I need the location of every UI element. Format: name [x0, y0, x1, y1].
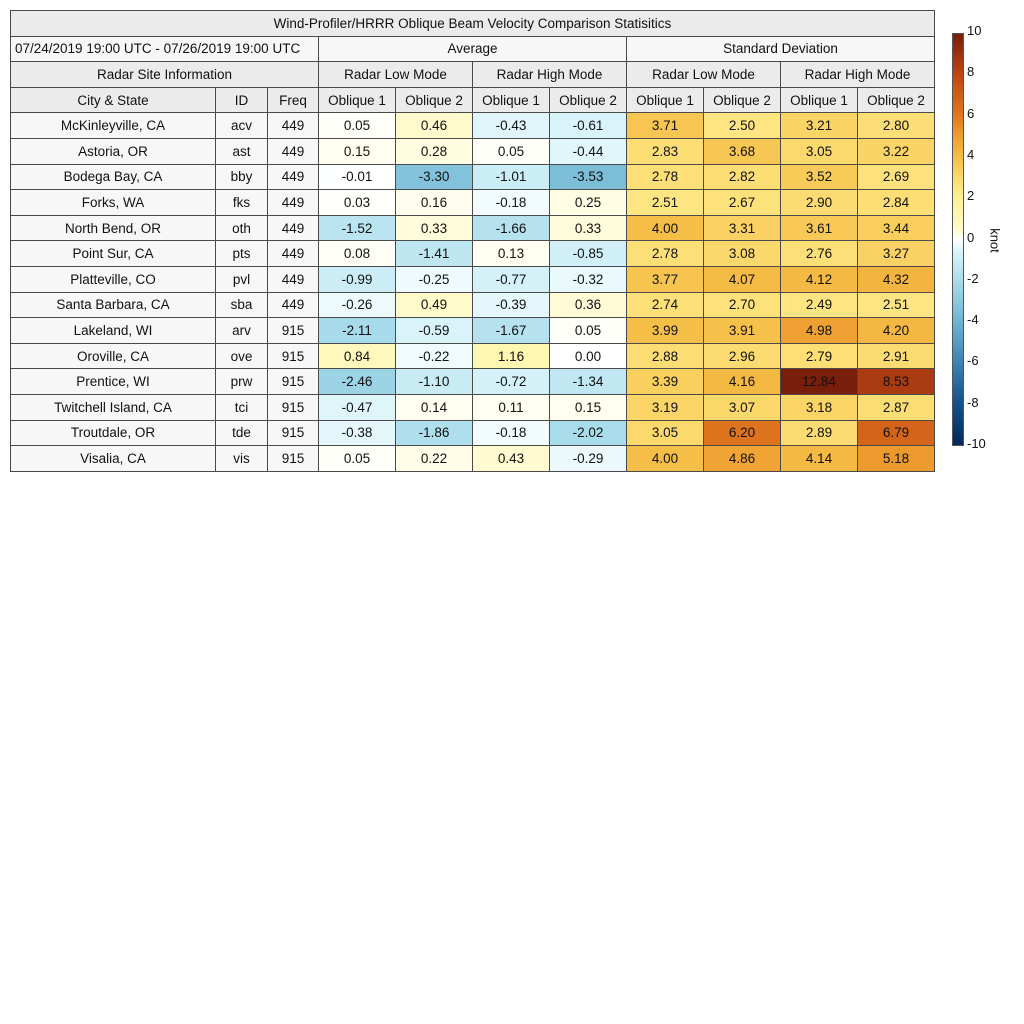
- value-cell: -1.67: [473, 318, 550, 344]
- value-cell: 3.07: [704, 394, 781, 420]
- value-cell: 2.84: [858, 190, 935, 216]
- value-cell: 0.16: [396, 190, 473, 216]
- oblique1-column-header: Oblique 1: [473, 87, 550, 113]
- value-cell: 3.77: [627, 266, 704, 292]
- city-cell: Oroville, CA: [11, 343, 216, 369]
- city-cell: Point Sur, CA: [11, 241, 216, 267]
- value-cell: 12.84: [781, 369, 858, 395]
- value-cell: 3.31: [704, 215, 781, 241]
- table-row: [11, 343, 935, 369]
- value-cell: 6.20: [704, 420, 781, 446]
- value-cell: 5.18: [858, 446, 935, 472]
- city-cell: Visalia, CA: [11, 446, 216, 472]
- value-cell: 2.49: [781, 292, 858, 318]
- value-cell: 1.16: [473, 343, 550, 369]
- freq-cell: 449: [268, 113, 319, 139]
- value-cell: -0.43: [473, 113, 550, 139]
- value-cell: -0.61: [550, 113, 627, 139]
- value-cell: -0.29: [550, 446, 627, 472]
- value-cell: 0.22: [396, 446, 473, 472]
- oblique1-column-header: Oblique 1: [319, 87, 396, 113]
- value-cell: 2.70: [704, 292, 781, 318]
- value-cell: 3.44: [858, 215, 935, 241]
- value-cell: -0.99: [319, 266, 396, 292]
- value-cell: 2.51: [627, 190, 704, 216]
- id-cell: arv: [216, 318, 268, 344]
- value-cell: 6.79: [858, 420, 935, 446]
- value-cell: 0.03: [319, 190, 396, 216]
- id-cell: pts: [216, 241, 268, 267]
- value-cell: -1.52: [319, 215, 396, 241]
- value-cell: 0.15: [550, 394, 627, 420]
- freq-cell: 449: [268, 138, 319, 164]
- comparison-table: [10, 10, 935, 472]
- freq-cell: 449: [268, 215, 319, 241]
- colorbar-tick-label: -6: [967, 353, 979, 369]
- value-cell: 0.33: [550, 215, 627, 241]
- id-cell: fks: [216, 190, 268, 216]
- freq-cell: 449: [268, 292, 319, 318]
- id-cell: pvl: [216, 266, 268, 292]
- colorbar: [952, 33, 964, 446]
- value-cell: 4.00: [627, 446, 704, 472]
- id-cell: vis: [216, 446, 268, 472]
- table-title: Wind-Profiler/HRRR Oblique Beam Velocity Comparison Statisitics: [11, 11, 935, 37]
- value-cell: 4.98: [781, 318, 858, 344]
- value-cell: -0.01: [319, 164, 396, 190]
- value-cell: 2.83: [627, 138, 704, 164]
- table-row: [11, 138, 935, 164]
- value-cell: 0.15: [319, 138, 396, 164]
- value-cell: -1.86: [396, 420, 473, 446]
- city-cell: Lakeland, WI: [11, 318, 216, 344]
- value-cell: -0.59: [396, 318, 473, 344]
- id-cell: tci: [216, 394, 268, 420]
- value-cell: 3.71: [627, 113, 704, 139]
- value-cell: 3.61: [781, 215, 858, 241]
- average-group-header: Average: [319, 36, 627, 62]
- city-cell: Bodega Bay, CA: [11, 164, 216, 190]
- oblique2-column-header: Oblique 2: [858, 87, 935, 113]
- freq-column-header: Freq: [268, 87, 319, 113]
- city-cell: Troutdale, OR: [11, 420, 216, 446]
- city-column-header: City & State: [11, 87, 216, 113]
- period-label: 07/24/2019 19:00 UTC - 07/26/2019 19:00 UTC: [11, 36, 319, 62]
- city-cell: Forks, WA: [11, 190, 216, 216]
- table-row: [11, 292, 935, 318]
- table-row: [11, 215, 935, 241]
- colorbar-tick-label: -4: [967, 312, 979, 328]
- value-cell: 3.21: [781, 113, 858, 139]
- city-cell: Santa Barbara, CA: [11, 292, 216, 318]
- id-cell: prw: [216, 369, 268, 395]
- freq-cell: 915: [268, 318, 319, 344]
- id-cell: oth: [216, 215, 268, 241]
- id-cell: sba: [216, 292, 268, 318]
- value-cell: 0.36: [550, 292, 627, 318]
- value-cell: 0.05: [550, 318, 627, 344]
- value-cell: -0.85: [550, 241, 627, 267]
- colorbar-tick-label: 2: [967, 188, 975, 204]
- colorbar-tick-label: -2: [967, 270, 979, 286]
- table-row: [11, 446, 935, 472]
- city-cell: Twitchell Island, CA: [11, 394, 216, 420]
- freq-cell: 915: [268, 369, 319, 395]
- freq-cell: 449: [268, 190, 319, 216]
- value-cell: -1.34: [550, 369, 627, 395]
- value-cell: -0.32: [550, 266, 627, 292]
- value-cell: 0.08: [319, 241, 396, 267]
- value-cell: 0.05: [319, 113, 396, 139]
- id-cell: ast: [216, 138, 268, 164]
- table-row: [11, 266, 935, 292]
- value-cell: -0.26: [319, 292, 396, 318]
- id-cell: tde: [216, 420, 268, 446]
- value-cell: 3.18: [781, 394, 858, 420]
- value-cell: 0.25: [550, 190, 627, 216]
- value-cell: 0.33: [396, 215, 473, 241]
- table-row: [11, 394, 935, 420]
- oblique2-column-header: Oblique 2: [396, 87, 473, 113]
- value-cell: -0.77: [473, 266, 550, 292]
- value-cell: 2.91: [858, 343, 935, 369]
- value-cell: 0.84: [319, 343, 396, 369]
- table-row: [11, 420, 935, 446]
- city-cell: Prentice, WI: [11, 369, 216, 395]
- value-cell: -0.18: [473, 190, 550, 216]
- value-cell: -2.11: [319, 318, 396, 344]
- city-cell: Astoria, OR: [11, 138, 216, 164]
- value-cell: 0.00: [550, 343, 627, 369]
- value-cell: -1.10: [396, 369, 473, 395]
- value-cell: 2.50: [704, 113, 781, 139]
- table-row: [11, 241, 935, 267]
- colorbar-tick-label: -10: [967, 436, 986, 451]
- value-cell: 0.49: [396, 292, 473, 318]
- value-cell: -0.72: [473, 369, 550, 395]
- colorbar-tick-label: 0: [967, 229, 975, 245]
- site-info-header: Radar Site Information: [11, 62, 319, 88]
- city-cell: Platteville, CO: [11, 266, 216, 292]
- oblique2-column-header: Oblique 2: [704, 87, 781, 113]
- value-cell: 3.05: [627, 420, 704, 446]
- value-cell: 2.67: [704, 190, 781, 216]
- std-group-header: Standard Deviation: [627, 36, 935, 62]
- value-cell: 4.86: [704, 446, 781, 472]
- table-row: [11, 164, 935, 190]
- avg-high-mode-header: Radar High Mode: [473, 62, 627, 88]
- value-cell: -0.44: [550, 138, 627, 164]
- value-cell: 3.08: [704, 241, 781, 267]
- value-cell: 4.12: [781, 266, 858, 292]
- id-cell: ove: [216, 343, 268, 369]
- value-cell: 4.20: [858, 318, 935, 344]
- colorbar-tick-label: -8: [967, 394, 979, 410]
- colorbar-unit-label: knot: [987, 228, 1003, 253]
- oblique2-column-header: Oblique 2: [550, 87, 627, 113]
- freq-cell: 449: [268, 241, 319, 267]
- value-cell: 0.05: [473, 138, 550, 164]
- value-cell: 2.78: [627, 241, 704, 267]
- value-cell: 2.80: [858, 113, 935, 139]
- value-cell: 2.78: [627, 164, 704, 190]
- value-cell: 2.90: [781, 190, 858, 216]
- value-cell: 0.43: [473, 446, 550, 472]
- value-cell: 3.99: [627, 318, 704, 344]
- table-row: [11, 369, 935, 395]
- value-cell: 3.22: [858, 138, 935, 164]
- value-cell: 3.91: [704, 318, 781, 344]
- value-cell: 2.89: [781, 420, 858, 446]
- freq-cell: 915: [268, 446, 319, 472]
- id-cell: acv: [216, 113, 268, 139]
- value-cell: 2.82: [704, 164, 781, 190]
- freq-cell: 915: [268, 420, 319, 446]
- value-cell: -0.39: [473, 292, 550, 318]
- table-row: [11, 190, 935, 216]
- value-cell: 3.68: [704, 138, 781, 164]
- value-cell: -3.53: [550, 164, 627, 190]
- table-row: [11, 113, 935, 139]
- freq-cell: 915: [268, 394, 319, 420]
- value-cell: 2.79: [781, 343, 858, 369]
- value-cell: 3.39: [627, 369, 704, 395]
- id-cell: bby: [216, 164, 268, 190]
- value-cell: 2.69: [858, 164, 935, 190]
- value-cell: 0.05: [319, 446, 396, 472]
- value-cell: 0.28: [396, 138, 473, 164]
- value-cell: -1.66: [473, 215, 550, 241]
- value-cell: 3.19: [627, 394, 704, 420]
- colorbar-tick-label: 8: [967, 64, 975, 80]
- colorbar-tick-label: 6: [967, 105, 975, 121]
- city-cell: North Bend, OR: [11, 215, 216, 241]
- value-cell: -2.02: [550, 420, 627, 446]
- city-cell: McKinleyville, CA: [11, 113, 216, 139]
- value-cell: -1.41: [396, 241, 473, 267]
- value-cell: -0.25: [396, 266, 473, 292]
- freq-cell: 449: [268, 164, 319, 190]
- avg-low-mode-header: Radar Low Mode: [319, 62, 473, 88]
- value-cell: -0.38: [319, 420, 396, 446]
- value-cell: 4.16: [704, 369, 781, 395]
- value-cell: 8.53: [858, 369, 935, 395]
- value-cell: -0.47: [319, 394, 396, 420]
- value-cell: 2.51: [858, 292, 935, 318]
- id-column-header: ID: [216, 87, 268, 113]
- value-cell: 2.87: [858, 394, 935, 420]
- table-row: [11, 318, 935, 344]
- oblique1-column-header: Oblique 1: [781, 87, 858, 113]
- value-cell: 2.74: [627, 292, 704, 318]
- value-cell: 2.88: [627, 343, 704, 369]
- value-cell: -0.22: [396, 343, 473, 369]
- value-cell: -1.01: [473, 164, 550, 190]
- value-cell: -0.18: [473, 420, 550, 446]
- value-cell: -3.30: [396, 164, 473, 190]
- value-cell: 2.96: [704, 343, 781, 369]
- value-cell: 0.11: [473, 394, 550, 420]
- colorbar-tick-label: 10: [967, 23, 982, 38]
- value-cell: -2.46: [319, 369, 396, 395]
- oblique1-column-header: Oblique 1: [627, 87, 704, 113]
- freq-cell: 915: [268, 343, 319, 369]
- colorbar-tick-label: 4: [967, 146, 975, 162]
- value-cell: 2.76: [781, 241, 858, 267]
- value-cell: 3.27: [858, 241, 935, 267]
- value-cell: 4.32: [858, 266, 935, 292]
- value-cell: 4.14: [781, 446, 858, 472]
- value-cell: 0.46: [396, 113, 473, 139]
- value-cell: 4.00: [627, 215, 704, 241]
- value-cell: 0.14: [396, 394, 473, 420]
- value-cell: 3.52: [781, 164, 858, 190]
- std-high-mode-header: Radar High Mode: [781, 62, 935, 88]
- value-cell: 3.05: [781, 138, 858, 164]
- freq-cell: 449: [268, 266, 319, 292]
- std-low-mode-header: Radar Low Mode: [627, 62, 781, 88]
- value-cell: 4.07: [704, 266, 781, 292]
- value-cell: 0.13: [473, 241, 550, 267]
